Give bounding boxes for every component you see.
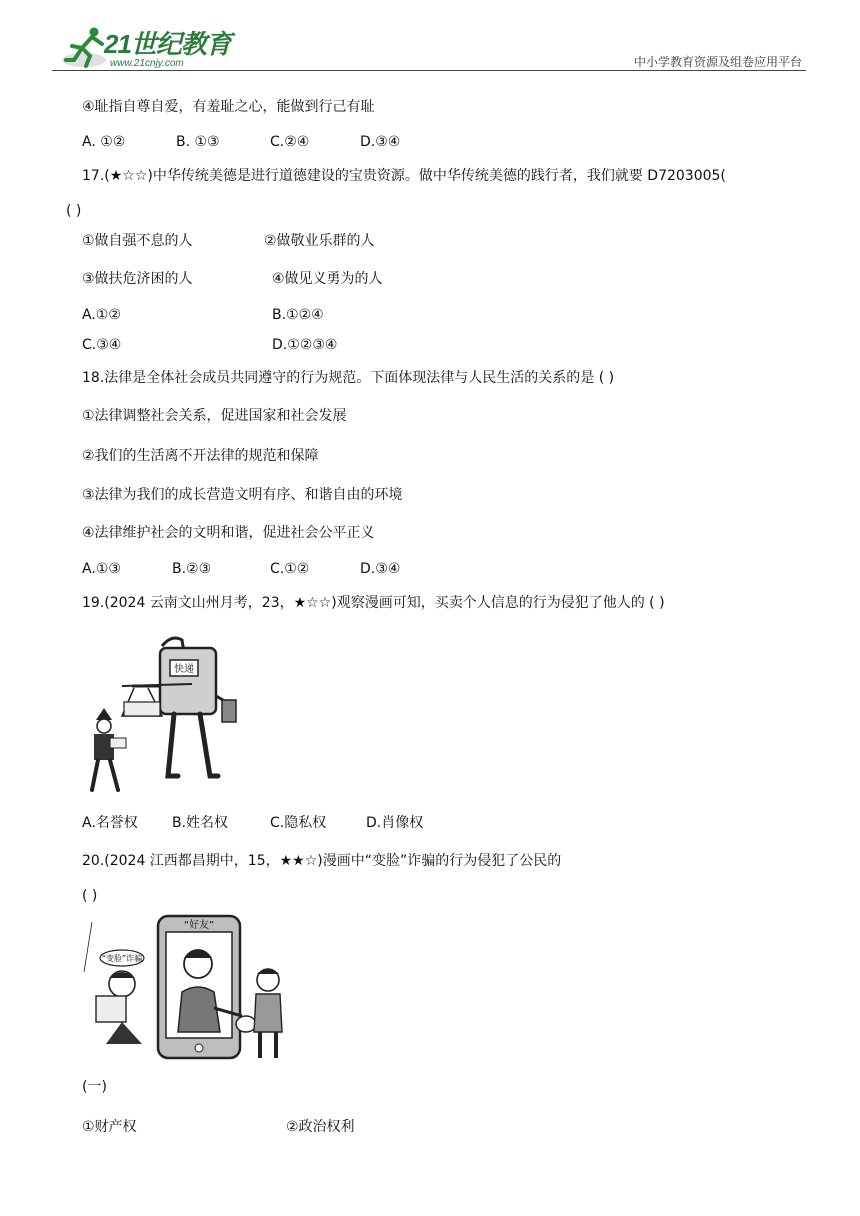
q17-option-b: B.①②④ [272, 307, 324, 323]
q16-option-c: C.②④ [270, 134, 310, 150]
q16-option-b: B. ①③ [176, 134, 220, 150]
q19-stem: 19.(2024 云南文山州月考，23，★☆☆)观察漫画可知，买卖个人信息的行为侵犯了他人的 ( ) [82, 595, 665, 611]
q20-stem: 20.(2024 江西都昌期中，15，★★☆)漫画中“变脸”诈骗的行为侵犯了公民的 [82, 853, 562, 869]
q17-option-a: A.①② [82, 307, 121, 323]
q20-item-1: ①财产权 [82, 1119, 137, 1135]
q19-option-c: C.隐私权 [270, 815, 327, 831]
q18-option-d: D.③④ [360, 561, 401, 577]
q16-option-a: A. ①② [82, 134, 126, 150]
page-header [0, 0, 860, 80]
q19-option-d: D.肖像权 [366, 815, 424, 831]
header-divider [52, 70, 806, 71]
q17-answer-paren: ( ) [66, 203, 82, 219]
logo-url: www.21cnjy.com [110, 58, 184, 69]
q17-item-4: ④做见义勇为的人 [272, 271, 383, 287]
q18-item-4: ④法律维护社会的文明和谐，促进社会公平正义 [82, 525, 375, 541]
q19-option-a: A.名誉权 [82, 815, 138, 831]
q18-option-a: A.①③ [82, 561, 121, 577]
logo-title: 21世纪教育 [104, 29, 231, 59]
q17-item-2: ②做敬业乐群的人 [264, 233, 375, 249]
q18-item-2: ②我们的生活离不开法律的规范和保障 [82, 448, 319, 464]
q17-item-1: ①做自强不息的人 [82, 233, 193, 249]
q17-item-3: ③做扶危济困的人 [82, 271, 193, 287]
q17-option-c: C.③④ [82, 337, 122, 353]
q20-cartoon-label-top: “好友” [183, 920, 215, 931]
q18-item-3: ③法律为我们的成长营造文明有序、和谐自由的环境 [82, 487, 403, 503]
platform-name: 中小学教育资源及组卷应用平台 [633, 55, 802, 69]
q18-option-c: C.①② [270, 561, 310, 577]
q18-option-b: B.②③ [172, 561, 212, 577]
q20-cartoon-image [82, 912, 292, 1062]
q20-sub-label: (一) [82, 1079, 107, 1095]
q18-item-1: ①法律调整社会关系，促进国家和社会发展 [82, 408, 347, 424]
q18-stem: 18.法律是全体社会成员共同遵守的行为规范。下面体现法律与人民生活的关系的是 ( ) [82, 370, 615, 386]
runner-logo-icon [62, 26, 110, 70]
q20-item-2: ②政治权利 [286, 1119, 355, 1135]
q17-stem: 17.(★☆☆)中华传统美德是进行道德建设的宝贵资源。做中华传统美德的践行者，我们就要 D7203005( [82, 168, 726, 184]
site-logo [62, 24, 232, 74]
q19-cartoon-image [82, 626, 254, 798]
q20-answer-paren: ( ) [82, 888, 98, 904]
q19-cartoon-label: 快递 [174, 664, 194, 675]
q20-cartoon-label-side: “变脸”诈骗 [101, 954, 143, 963]
q16-item-4: ④耻指自尊自爱，有羞耻之心，能做到行己有耻 [82, 99, 375, 115]
q19-option-b: B.姓名权 [172, 815, 229, 831]
q17-option-d: D.①②③④ [272, 337, 338, 353]
q16-option-d: D.③④ [360, 134, 401, 150]
